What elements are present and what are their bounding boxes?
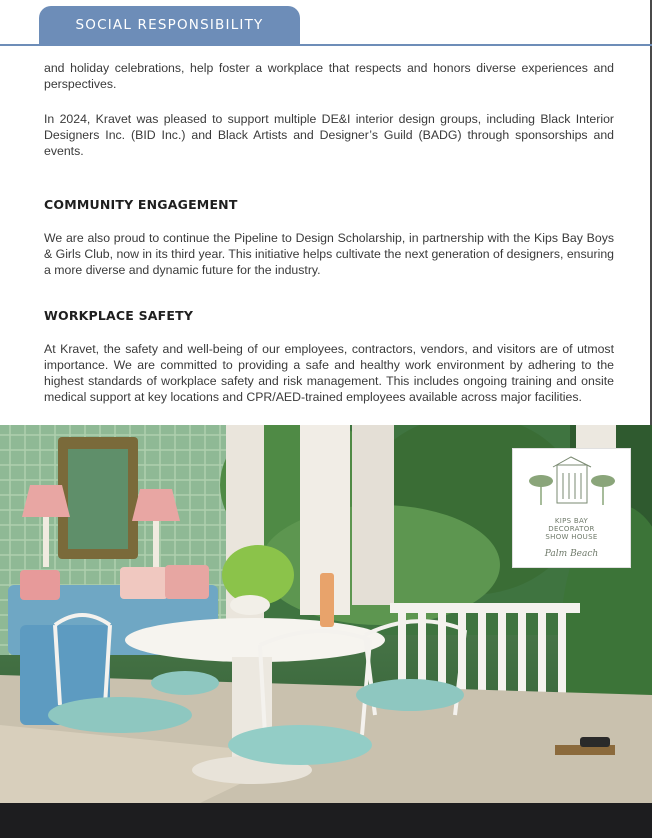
logo-line-2: DECORATOR [548, 525, 595, 533]
header-divider [0, 44, 652, 46]
showhouse-porch-photo [0, 425, 652, 803]
logo-line-3: SHOW HOUSE [545, 533, 598, 541]
dei-paragraph: In 2024, Kravet was pleased to support multiple DE&I interior design groups, including Black Interior Designers Inc. (BID Inc.) and Black Artists and Designer’s Guild (BADG) through sponsorships and events. [44, 112, 614, 158]
workplace-safety-paragraph: At Kravet, the safety and well-being of our employees, contractors, vendors, and visitors are of utmost importance. We are committed to providing a safe and healthy work environment by adhering to the highest standards of workplace safety and risk management. This includes ongoing training and onsite medical support at key locations and CPR/AED-trained employees available across major facilities. [44, 342, 614, 404]
logo-line-1: KIPS BAY [554, 517, 589, 525]
community-engagement-heading: COMMUNITY ENGAGEMENT [44, 197, 238, 212]
body-content [44, 60, 614, 405]
footer-bar [0, 803, 652, 838]
section-header-label: SOCIAL RESPONSIBILITY [75, 17, 264, 33]
section-header-tab [39, 6, 300, 44]
kips-bay-logo [512, 448, 631, 568]
intro-paragraph: and holiday celebrations, help foster a workplace that respects and honors diverse experiences and perspectives. [44, 61, 614, 91]
workplace-safety-heading: WORKPLACE SAFETY [44, 308, 194, 323]
community-engagement-paragraph: We are also proud to continue the Pipeline to Design Scholarship, in partnership with the Kips Bay Boys & Girls Club, now in its third year. This initiative helps cultivate the next generation of designers, ensuring a more diverse and dynamic future for the industry. [44, 231, 614, 277]
logo-script: Palm Beach [544, 549, 599, 559]
